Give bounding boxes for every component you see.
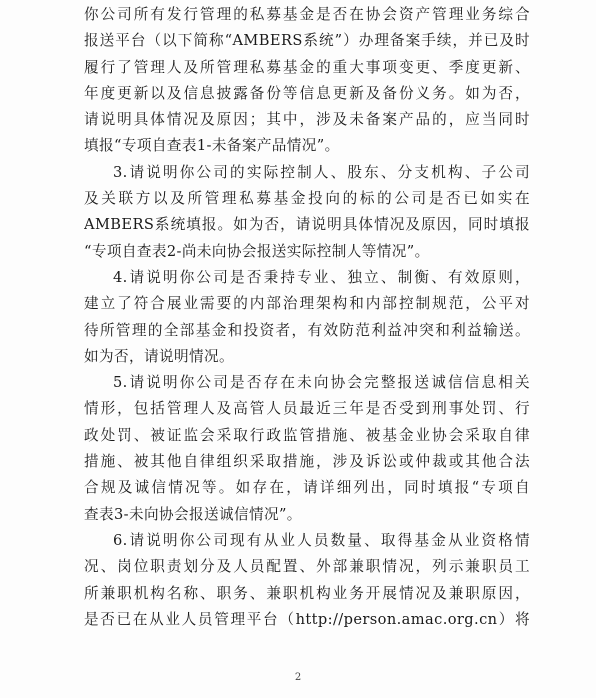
paragraph-continuation <box>84 2 530 160</box>
text-line: 4.请说明你公司是否秉持专业、独立、制衡、有效原则， <box>113 268 530 286</box>
text-line: “专项自查表2-尚未向协会报送实际控制人等情况”。 <box>84 242 430 260</box>
text-line: 3.请说明你公司的实际控制人、股东、分支机构、子公司 <box>113 163 530 181</box>
text-line: 5.请说明你公司是否存在未向协会完整报送诚信信息相关 <box>113 374 530 392</box>
page-number: 2 <box>294 672 302 683</box>
text-line: 所兼职机构名称、职务、兼职机构业务开展情况及兼职原因， <box>84 584 530 602</box>
paragraph-item-4 <box>84 265 530 370</box>
text-line: 措施、被其他自律组织采取措施，涉及诉讼或仲裁或其他合法 <box>84 453 530 471</box>
paragraph-item-3 <box>84 160 530 265</box>
text-line: 查表3-未向协会报送诚信情况”。 <box>84 505 302 523</box>
text-line: AMBERS系统填报。如为否，请说明具体情况及原因，同时填报 <box>84 216 530 234</box>
text-line: 合规及诚信情况等。如存在，请详细列出，同时填报“专项自 <box>84 479 530 497</box>
paragraph-item-6 <box>84 528 530 633</box>
text-line: 履行了管理人及所管理私募基金的重大事项变更、季度更新、 <box>84 58 530 76</box>
text-line: 政处罚、被证监会采取行政监管措施、被基金业协会采取自律 <box>84 426 530 444</box>
paragraph-item-5 <box>84 370 530 528</box>
text-line: 情形，包括管理人及高管人员最近三年是否受到刑事处罚、行 <box>84 400 530 418</box>
text-line: 填报“专项自查表1-未备案产品情况”。 <box>84 137 340 155</box>
text-line: 如为否，请说明情况。 <box>84 347 234 365</box>
text-line: 请说明具体情况及原因；其中，涉及未备案产品的，应当同时 <box>84 111 530 129</box>
text-line: 建立了符合展业需要的内部治理架构和内部控制规范，公平对 <box>84 295 530 313</box>
text-line: 你公司所有发行管理的私募基金是否在协会资产管理业务综合 <box>84 6 530 23</box>
text-line: 6.请说明你公司现有从业人员数量、取得基金从业资格情 <box>113 531 530 549</box>
text-line: 报送平台（以下简称“AMBERS系统”）办理备案手续，并已及时 <box>84 32 530 50</box>
document-body <box>84 2 530 633</box>
text-line: 及关联方以及所管理私募基金投向的标的公司是否已如实在 <box>84 190 530 208</box>
text-line: 待所管理的全部基金和投资者，有效防范利益冲突和利益输送。 <box>84 321 530 339</box>
text-line: 是否已在从业人员管理平台（http://person.amac.org.cn）将 <box>84 610 530 628</box>
text-line: 况、岗位职责划分及人员配置、外部兼职情况，列示兼职员工 <box>84 558 530 576</box>
text-line: 年度更新以及信息披露备份等信息更新及备份义务。如为否， <box>84 84 530 102</box>
